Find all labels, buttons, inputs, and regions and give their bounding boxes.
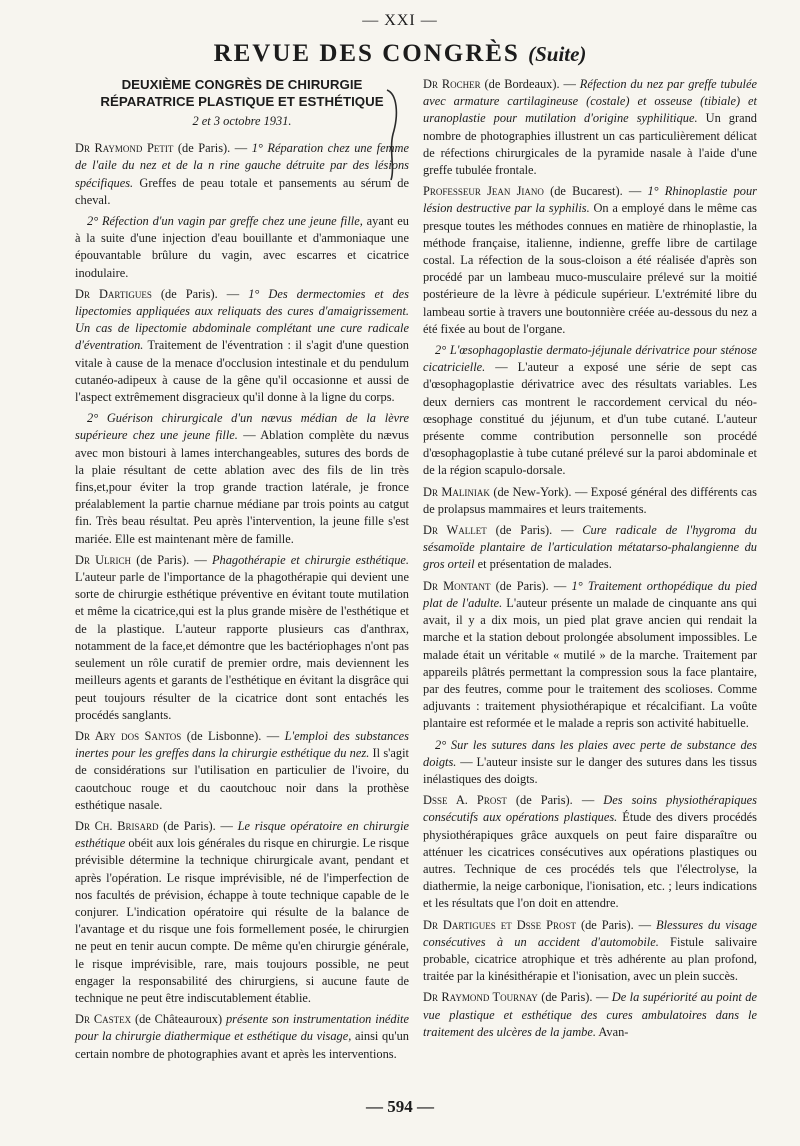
abstract-author: Dr Raymond Petit [75, 141, 174, 156]
abstract-author: Professeur Jean Jiano [423, 184, 544, 199]
abstract-paragraph [423, 484, 757, 518]
abstract-text: Fistule salivaire probable, cicatrice atrophique et très adhérente au plan profond, traitée par la kinésithérapie et l'ionisation, avec un plein succès. [423, 934, 757, 984]
heading-title: REVUE DES CONGRÈS [213, 40, 520, 67]
abstract-affiliation: (de Bucarest). — [543, 184, 648, 199]
abstract-text: Exposé général des différents cas de prolapsus mammaires et leurs traitements. [423, 484, 758, 516]
abstract-paragraph [423, 183, 757, 338]
abstract-affiliation: (de Paris). — [173, 141, 252, 156]
section-dates: 2 et 3 octobre 1931. [192, 114, 292, 128]
abstract-title: Phagothérapie et chirurgie esthétique. [211, 552, 409, 567]
abstract-text: Un grand nombre de photographies illustrent un cas particulièrement délicat de réfections chirurgicales de la pyramide nasale à l'aide d'une greffe tubulée frontale. [423, 111, 757, 178]
abstract-text: On a employé dans le même cas presque toutes les méthodes connues en matière de rhinoplastie, la méthode française, italienne, indienne, greffe libre de cartilage costal. La réfection de la sous-cloison a été réalisée d'après son procédé par un lambeau muco-musculaire prélevé sur la moitié postérieure de la lèvre à pédicule supérieur. L'extrémité libre du lambeau sortie à travers une boutonnière créée au-dessous du nez a été fixée au bout de l'organe. [423, 201, 757, 336]
abstract-text: et présentation de malades. [474, 557, 612, 572]
abstract-author: Dr Rocher [423, 77, 481, 91]
abstract-text: L'auteur parle de l'importance de la phagothérapie qui devient une sorte de chirurgie esthétique préventive en évitant toute mutilation et même la cicatrice,qui est la plus grande misère de l'esthétique et de la plastique. L'auteur rapporte plusieurs cas d'anthrax, notamment de la face,et démontre que les bactériophages n'ont pas seulement un rôle curatif de premier ordre, mais deviennent les meilleurs agents et garants de l'esthétique en évitant la disgrâce qui peut toujours résulter de la cicatrice dont sont entachés les procédés sanglants. [75, 570, 409, 722]
page-number: — 594 — [366, 1097, 434, 1116]
abstract-author: Dr Wallet [423, 523, 487, 538]
abstract-paragraph [75, 410, 409, 548]
abstract-affiliation: (de Paris). — [537, 990, 612, 1005]
abstract-text: — L'auteur a exposé une série de sept cas d'œsophagoplastie dérivatrice avec des résultats variables. Les deux derniers cas montrent le raccordement cervical du néo-œsophage constitué du jéjunum, et d'un tube cutané. L'auteur présente comme contribution personnelle son procédé d'œsophagoplastie à tube cutané prélevé sur la paroi abdominale et de la région scapulo-dorsale. [423, 360, 757, 478]
abstract-paragraph [75, 1011, 409, 1063]
abstract-affiliation: (de Paris). — [158, 818, 238, 833]
abstract-paragraph [423, 578, 757, 733]
abstract-title: 1° Traitement orthopédique du pied plat de l'adulte. [423, 578, 757, 610]
section-title-line2: RÉPARATRICE PLASTIQUE ET ESTHÉTIQUE [100, 94, 384, 109]
section-title-line1: DEUXIÈME CONGRÈS DE CHIRURGIE [121, 77, 363, 92]
right-entries [423, 76, 757, 1041]
abstract-author: Dr Maliniak [423, 484, 490, 499]
abstract-author: Dr Ary dos Santos [75, 728, 182, 743]
abstract-title: Blessures du visage consécutives à un accident d'automobile. [423, 917, 757, 949]
abstract-title: 2° L'œsophagoplastie dermato-jéjunale dérivatrice pour sténose cicatricielle. [423, 343, 757, 375]
abstract-text: Avan- [595, 1024, 629, 1039]
abstract-affiliation: (de Paris). — [151, 286, 249, 301]
abstract-author: Dr Montant [423, 578, 491, 593]
abstract-paragraph [423, 917, 757, 986]
abstract-title: 1° Réparation chez une femme de l'aile du nez et de la n rine gauche détruite par des lésions spécifiques. [75, 141, 409, 190]
abstract-affiliation: (de Paris). — [490, 578, 572, 593]
abstract-paragraph [75, 286, 409, 406]
abstract-title: Réfection du nez par greffe tubulée avec armature cartilagineuse (costale) et osseuse (tibiale) et uranoplastie pour mutilation d'origine syphilitique. [423, 77, 758, 126]
abstract-text: obéit aux lois générales du risque en chirurgie. Le risque prévisible détermine la technique chirurgicale avant, pendant et après l'opération. Le risque imprévisible, né de l'imperfection de nos facultés de prévision, échappe à toute technique capable de le conjurer. L'indication opératoire qui résulte de la balance de l'avantage et du risque une fois formellement posée, le chirurgien ne peut en tenir aucun compte. De même qu'en chirurgie générale, le risque imprévisible, rare, mais toujours possible, ne peut engager la responsabilité des chirurgiens, si aucune faute de technique ne peut être indiscutablement établie. [75, 836, 409, 1005]
abstract-author: Dr Raymond Tournay [423, 990, 538, 1005]
abstract-paragraph [423, 989, 757, 1041]
abstract-text: Étude des divers procédés physiothérapiques grâce auxquels on peut faire disparaître ou atténuer les cicatrices consécutives aux opérations plastiques ou autres. Technique de ces procédés tels que l'électrolyse, la diathermie, la neige carbonique, l'ionisation, etc. ; leurs indications et les résultats que l'on doit en attendre. [423, 810, 757, 911]
abstract-text: Greffes de peau totale et pansements au sérum de cheval. [75, 175, 409, 207]
abstract-affiliation: (de Paris). — [131, 552, 212, 567]
abstract-title: présente son instrumentation inédite pour la chirurgie diathermique et esthétique du visage, [75, 1012, 409, 1044]
abstract-title: L'emploi des substances inertes pour les greffes dans la chirurgie esthétique du nez. [75, 728, 410, 761]
abstract-title: 2° Guérison chirurgicale d'un nævus médian de la lèvre supérieure chez une jeune fille. [75, 411, 409, 443]
heading-suffix: (Suite) [528, 42, 587, 66]
abstract-affiliation: (de New-York). — [489, 484, 591, 499]
abstract-paragraph [423, 522, 757, 574]
abstract-title: Des soins physiothérapiques consécutifs aux opérations plastiques. [423, 793, 757, 825]
abstract-author: Dr Dartigues et Dsse Prost [423, 917, 576, 932]
folio-roman: — XXI — [362, 12, 438, 29]
abstract-title: 1° Des dermectomies et des lipectomies appliquées aux reliquats des cures d'amaigrissement. Un cas de lipectomie abdominale complétant une cure radicale d'éventration. [75, 286, 409, 353]
abstract-text: L'auteur présente un malade de cinquante ans qui avait, il y a dix mois, un pied plat grave ancien qui rendait la marche et la station debout prolongée absolument impossibles. Le malade était un véritable « mutilé » de la marche. Traitement par appareils plâtrés permettant la compression sous la face plantaire, par des feutres, comme pour le traitement des scolioses. Comme adjuvants : traitement physiothérapique et récalcifiant. La voûte plantaire est reformée et le malade a repris son activité habituelle. [423, 595, 758, 731]
abstract-text: — Ablation complète du nævus avec mon bistouri à lames interchangeables, sutures des bords de la plaie résultant de cette ablation avec des fils de lin très fins,et,pour éviter la trop grande traction latérale, je fronce préalablement la partie charnue médiane par trois points au catgut fin. Très beau résultat. Peu après l'intervention, la jeune fille s'est mariée. Elle est maintenant mère de famille. [75, 428, 409, 546]
abstract-title: Le risque opératoire en chirurgie esthétique [75, 818, 410, 851]
abstract-paragraph [423, 737, 757, 789]
abstract-text: Traitement de l'éventration : il s'agit d'une question vitale à cause de la menace d'occlusion intestinale et du pendulum cutanéo-adipeux à cause de la gêne qu'il occasionne et aussi de l'aspect extrêmement disgracieux qu'il donne à la ligne du corps. [75, 338, 409, 405]
abstract-text: ainsi qu'un certain nombre de photographies avant et après les interventions. [75, 1029, 409, 1061]
abstract-paragraph [75, 552, 409, 724]
abstract-affiliation: (de Bordeaux). — [480, 77, 580, 91]
abstract-title: Cure radicale de l'hygroma du sésamoïde plantaire de l'articulation métatarso-phalangienne du gros orteil [423, 523, 757, 572]
abstract-text: — L'auteur insiste sur le danger des sutures dans les tissus inélastiques des doigts. [423, 754, 757, 786]
page-heading [0, 40, 800, 68]
abstract-affiliation: (de Paris). — [506, 793, 604, 808]
abstract-paragraph [423, 792, 757, 912]
abstract-paragraph [75, 818, 409, 1007]
abstract-paragraph [75, 728, 409, 814]
left-entries [75, 140, 409, 1063]
abstract-affiliation: (de Châteauroux) [131, 1012, 226, 1027]
right-column [423, 76, 757, 1045]
abstract-title: 2° Réfection d'un vagin par greffe chez une jeune fille, [87, 214, 363, 229]
abstract-author: Dr Ulrich [75, 552, 132, 567]
abstract-affiliation: (de Paris). — [576, 917, 657, 932]
abstract-paragraph [75, 213, 409, 282]
abstract-text: ayant eu à la suite d'une injection d'eau bouillante et d'ammoniaque une épouvantable brûlure du vagin, avec escarres et cicatrice inodulaire. [75, 214, 409, 280]
abstract-author: Dr Ch. Brisard [75, 818, 159, 833]
abstract-title: 2° Sur les sutures dans les plaies avec perte de substance des doigts. [423, 737, 757, 769]
abstract-affiliation: (de Lisbonne). — [181, 728, 285, 743]
abstract-paragraph [423, 342, 757, 480]
abstract-title: 1° Rhinoplastie pour lésion destructive par la syphilis. [423, 184, 757, 216]
abstract-affiliation: (de Paris). — [486, 523, 583, 538]
abstract-author: Dr Dartigues [75, 286, 152, 301]
abstract-paragraph [75, 140, 409, 209]
abstract-text: Il s'agit de considérations sur l'utilisation en particulier de l'ivoire, du caoutchouc rouge et du caoutchouc noir dans la prothèse esthétique nasale. [75, 746, 409, 812]
abstract-title: De la supériorité au point de vue plastique et esthétique des cures ambulatoires dans le traitement des ulcères de la jambe. [423, 990, 758, 1039]
abstract-author: Dsse A. Prost [423, 793, 507, 808]
left-column [75, 76, 409, 1067]
abstract-author: Dr Castex [75, 1012, 132, 1027]
abstract-paragraph [423, 76, 757, 179]
